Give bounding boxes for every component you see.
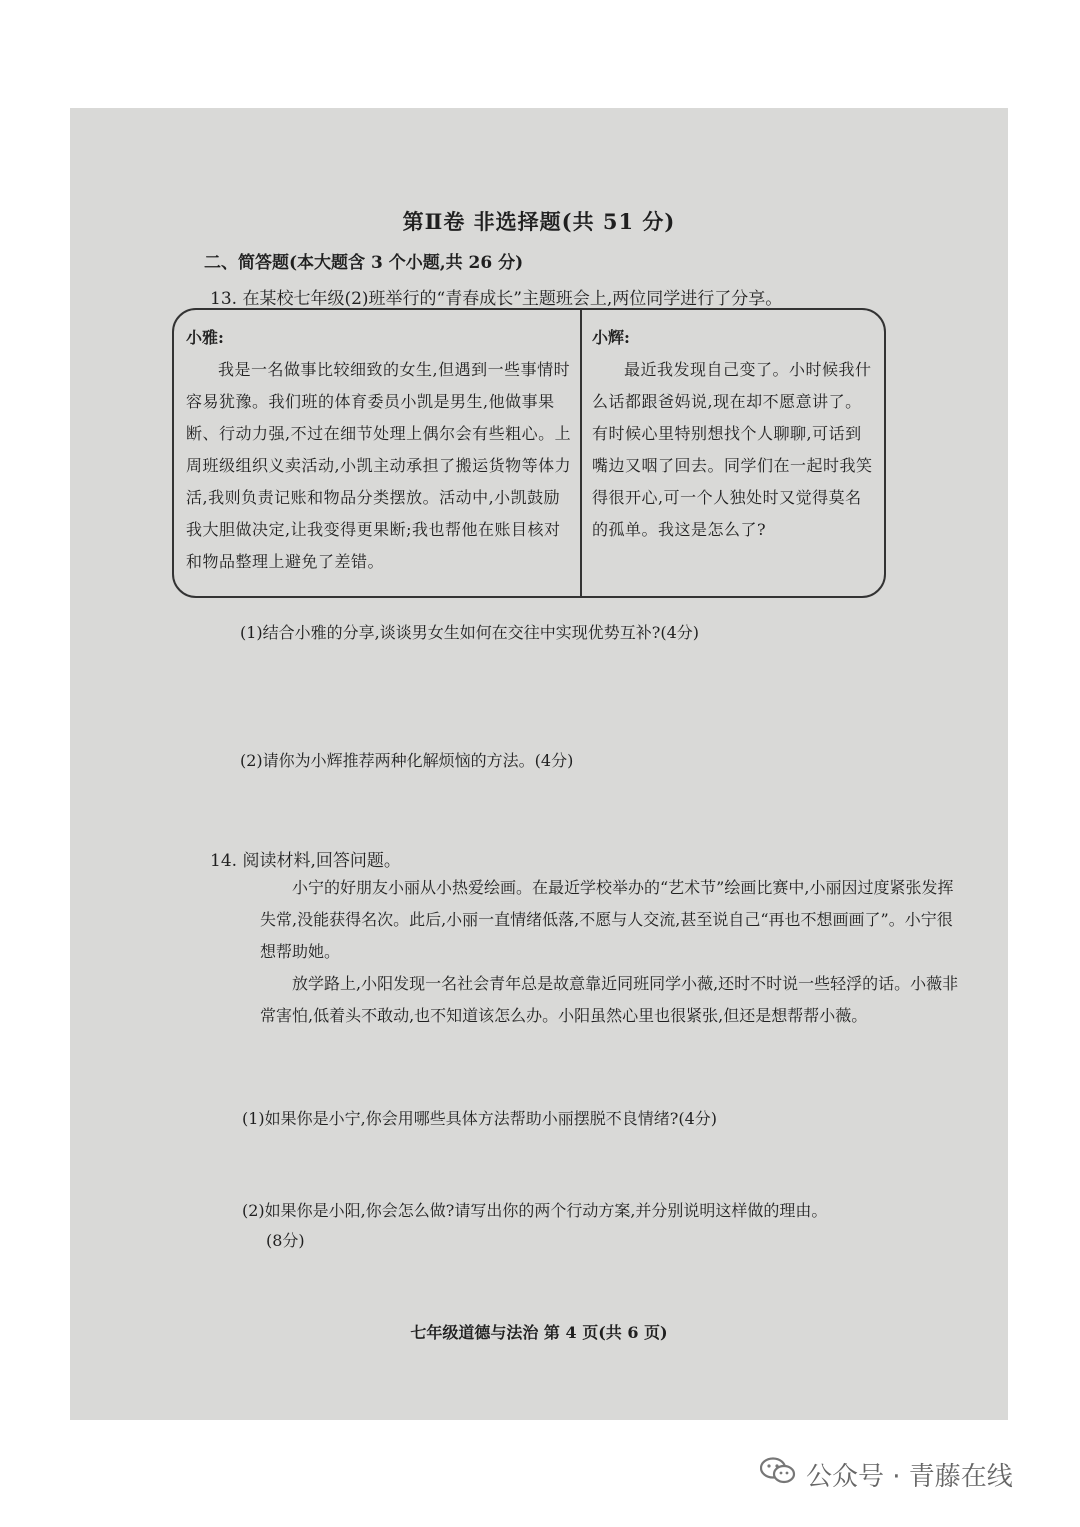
question-13-sub-2: (2)请你为小辉推荐两种化解烦恼的方法。(4分)	[240, 751, 574, 770]
material-paragraph-1: 小宁的好朋友小丽从小热爱绘画。在最近学校举办的“艺术节”绘画比赛中,小丽因过度紧张发挥失常,没能获得名次。此后,小丽一直情绪低落,不愿与人交流,甚至说自己“再也不想画画了”。小宁很想帮助她。	[260, 878, 954, 961]
question-13-sub-1: (1)结合小雅的分享,谈谈男女生如何在交往中实现优势互补?(4分)	[240, 623, 699, 642]
xiaohui-label: 小辉:	[592, 328, 630, 347]
question-13-title: 13. 在某校七年级(2)班举行的“青春成长”主题班会上,两位同学进行了分享。	[210, 289, 783, 309]
question-14-material	[260, 872, 960, 1032]
watermark-text: 公众号 · 青藤在线	[806, 1462, 1013, 1492]
question-14-sub-1: (1)如果你是小宁,你会用哪些具体方法帮助小丽摆脱不良情绪?(4分)	[242, 1109, 717, 1128]
sharing-box	[172, 308, 886, 598]
watermark	[760, 1456, 1013, 1493]
xiaohui-text: 最近我发现自己变了。小时候我什么话都跟爸妈说,现在却不愿意讲了。有时候心里特别想找个人聊聊,可话到嘴边又咽了回去。同学们在一起时我笑得很开心,可一个人独处时又觉得莫名的孤单。我这是怎么了?	[592, 360, 873, 539]
xiaoya-label: 小雅:	[186, 328, 224, 347]
xiaohui-column	[592, 322, 876, 546]
xiaoya-text: 我是一名做事比较细致的女生,但遇到一些事情时容易犹豫。我们班的体育委员小凯是男生,他做事果断、行动力强,不过在细节处理上偶尔会有些粗心。上周班级组织义卖活动,小凯主动承担了搬运货物等体力活,我则负责记账和物品分类摆放。活动中,小凯鼓励我大胆做决定,让我变得更果断;我也帮他在账目核对和物品整理上避免了差错。	[186, 360, 572, 571]
question-14-sub-2-line-1: (2)如果你是小阳,你会怎么做?请写出你的两个行动方案,并分别说明这样做的理由。	[242, 1201, 828, 1220]
page-footer: 七年级道德与法治 第 4 页(共 6 页)	[410, 1323, 668, 1342]
material-paragraph-2: 放学路上,小阳发现一名社会青年总是故意靠近同班同学小薇,还时不时说一些轻浮的话。小薇非常害怕,低着头不敢动,也不知道该怎么办。小阳虽然心里也很紧张,但还是想帮帮小薇。	[260, 974, 959, 1025]
section-title: 第Ⅱ卷 非选择题(共 51 分)	[402, 209, 676, 234]
exam-page	[70, 108, 1008, 1420]
wechat-icon	[760, 1457, 796, 1492]
question-14-sub-2-line-2: (8分)	[266, 1231, 305, 1250]
xiaoya-column	[186, 322, 572, 578]
box-divider	[580, 310, 582, 596]
part-heading: 二、简答题(本大题含 3 个小题,共 26 分)	[204, 253, 524, 273]
question-14-title: 14. 阅读材料,回答问题。	[210, 851, 401, 871]
